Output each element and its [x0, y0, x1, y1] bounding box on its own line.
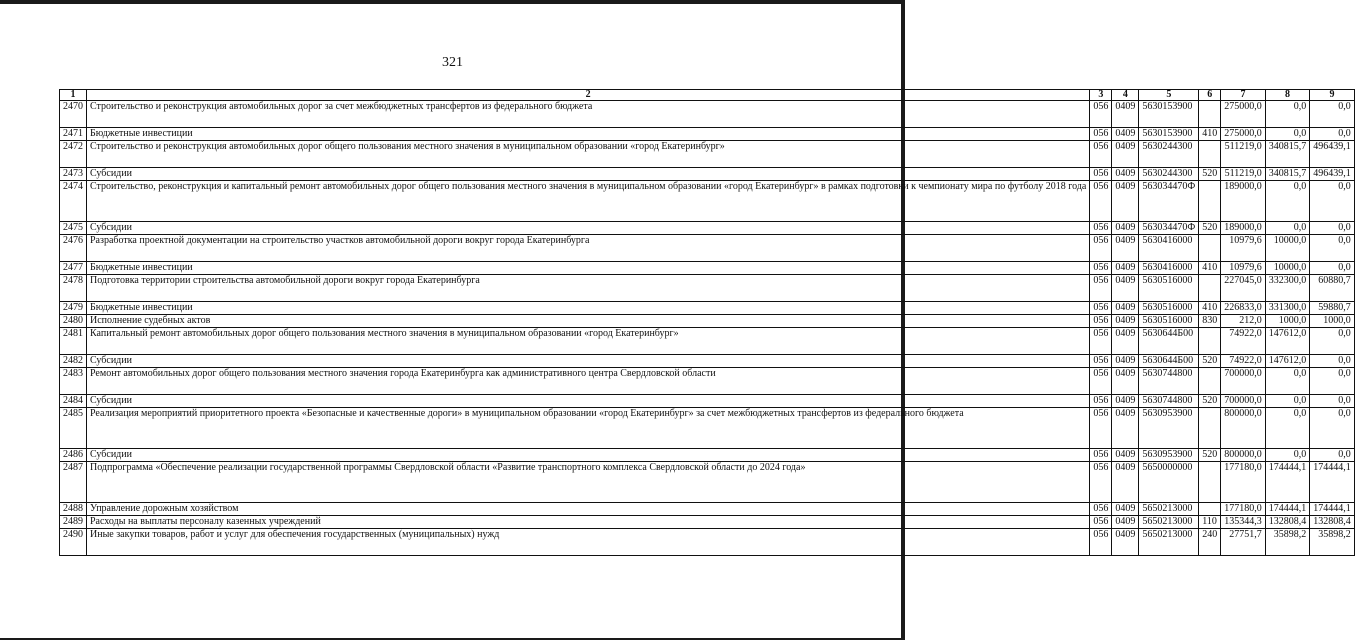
- target-article-code-cell: 5630744800: [1139, 368, 1199, 395]
- column-header: 4: [1112, 90, 1139, 101]
- table-row: [60, 395, 1355, 408]
- row-number-cell: 2473: [60, 168, 87, 181]
- section-code-cell: 0409: [1112, 328, 1139, 355]
- amount-col8-cell: 331300,0: [1265, 302, 1310, 315]
- expense-type-code-cell: [1199, 462, 1221, 503]
- target-article-code-cell: 563034470Ф: [1139, 222, 1199, 235]
- amount-col9-cell: 132808,4: [1310, 516, 1355, 529]
- item-name-cell: Строительство, реконструкция и капитальный ремонт автомобильных дорог общего пользования местного значения в муниципальном образовании «город Екатеринбург» в рамках подготовки к чемпионату мира по футболу 2018 года: [87, 181, 1090, 222]
- amount-col8-cell: 0,0: [1265, 368, 1310, 395]
- ministry-code-cell: 056: [1090, 395, 1112, 408]
- ministry-code-cell: 056: [1090, 408, 1112, 449]
- table-row: [60, 141, 1355, 168]
- target-article-code-cell: 5630953900: [1139, 449, 1199, 462]
- amount-col8-cell: 332300,0: [1265, 275, 1310, 302]
- row-number-cell: 2488: [60, 503, 87, 516]
- amount-col7-cell: 10979,6: [1221, 235, 1266, 262]
- ministry-code-cell: 056: [1090, 128, 1112, 141]
- expense-type-code-cell: 410: [1199, 302, 1221, 315]
- ministry-code-cell: 056: [1090, 503, 1112, 516]
- table-row: [60, 101, 1355, 128]
- section-code-cell: 0409: [1112, 449, 1139, 462]
- column-header: 8: [1265, 90, 1310, 101]
- table-row: [60, 168, 1355, 181]
- amount-col7-cell: 177180,0: [1221, 462, 1266, 503]
- section-code-cell: 0409: [1112, 516, 1139, 529]
- column-header: 5: [1139, 90, 1199, 101]
- column-header: 6: [1199, 90, 1221, 101]
- amount-col7-cell: 74922,0: [1221, 328, 1266, 355]
- ministry-code-cell: 056: [1090, 141, 1112, 168]
- target-article-code-cell: 5630416000: [1139, 262, 1199, 275]
- expense-type-code-cell: 520: [1199, 222, 1221, 235]
- amount-col8-cell: 0,0: [1265, 449, 1310, 462]
- amount-col9-cell: 0,0: [1310, 449, 1355, 462]
- amount-col9-cell: 0,0: [1310, 368, 1355, 395]
- amount-col7-cell: 511219,0: [1221, 141, 1266, 168]
- target-article-code-cell: 5630644Б00: [1139, 328, 1199, 355]
- target-article-code-cell: 5630244300: [1139, 168, 1199, 181]
- amount-col7-cell: 189000,0: [1221, 222, 1266, 235]
- item-name-cell: Подпрограмма «Обеспечение реализации государственной программы Свердловской области «Развитие транспортного комплекса Свердловской области до 2024 года»: [87, 462, 1090, 503]
- section-code-cell: 0409: [1112, 181, 1139, 222]
- section-code-cell: 0409: [1112, 408, 1139, 449]
- table-row: [60, 262, 1355, 275]
- amount-col8-cell: 147612,0: [1265, 328, 1310, 355]
- ministry-code-cell: 056: [1090, 262, 1112, 275]
- expense-type-code-cell: [1199, 368, 1221, 395]
- target-article-code-cell: 5650000000: [1139, 462, 1199, 503]
- column-header: 3: [1090, 90, 1112, 101]
- table-row: [60, 449, 1355, 462]
- expense-type-code-cell: [1199, 101, 1221, 128]
- ministry-code-cell: 056: [1090, 462, 1112, 503]
- table-header-row: [60, 90, 1355, 101]
- expense-type-code-cell: 240: [1199, 529, 1221, 556]
- expense-type-code-cell: 520: [1199, 449, 1221, 462]
- section-code-cell: 0409: [1112, 315, 1139, 328]
- target-article-code-cell: 5630516000: [1139, 315, 1199, 328]
- section-code-cell: 0409: [1112, 235, 1139, 262]
- item-name-cell: Иные закупки товаров, работ и услуг для обеспечения государственных (муниципальных) нужд: [87, 529, 1090, 556]
- table-body: [60, 101, 1355, 556]
- amount-col9-cell: 0,0: [1310, 328, 1355, 355]
- section-code-cell: 0409: [1112, 395, 1139, 408]
- expense-type-code-cell: [1199, 408, 1221, 449]
- row-number-cell: 2479: [60, 302, 87, 315]
- amount-col9-cell: 174444,1: [1310, 503, 1355, 516]
- amount-col9-cell: 0,0: [1310, 355, 1355, 368]
- expense-type-code-cell: 410: [1199, 262, 1221, 275]
- item-name-cell: Реализация мероприятий приоритетного проекта «Безопасные и качественные дороги» в муниципальном образовании «город Екатеринбург» за счет межбюджетных трансфертов из федерального бюджета: [87, 408, 1090, 449]
- row-number-cell: 2485: [60, 408, 87, 449]
- amount-col8-cell: 0,0: [1265, 181, 1310, 222]
- section-code-cell: 0409: [1112, 529, 1139, 556]
- amount-col9-cell: 174444,1: [1310, 462, 1355, 503]
- amount-col9-cell: 60880,7: [1310, 275, 1355, 302]
- row-number-cell: 2472: [60, 141, 87, 168]
- target-article-code-cell: 5650213000: [1139, 516, 1199, 529]
- expense-type-code-cell: 520: [1199, 355, 1221, 368]
- section-code-cell: 0409: [1112, 128, 1139, 141]
- amount-col9-cell: 0,0: [1310, 395, 1355, 408]
- row-number-cell: 2486: [60, 449, 87, 462]
- target-article-code-cell: 5630153900: [1139, 128, 1199, 141]
- amount-col7-cell: 700000,0: [1221, 368, 1266, 395]
- item-name-cell: Подготовка территории строительства автомобильной дороги вокруг города Екатеринбурга: [87, 275, 1090, 302]
- ministry-code-cell: 056: [1090, 368, 1112, 395]
- ministry-code-cell: 056: [1090, 222, 1112, 235]
- section-code-cell: 0409: [1112, 101, 1139, 128]
- row-number-cell: 2480: [60, 315, 87, 328]
- section-code-cell: 0409: [1112, 275, 1139, 302]
- item-name-cell: Субсидии: [87, 222, 1090, 235]
- ministry-code-cell: 056: [1090, 275, 1112, 302]
- table-row: [60, 181, 1355, 222]
- target-article-code-cell: 5630516000: [1139, 275, 1199, 302]
- section-code-cell: 0409: [1112, 503, 1139, 516]
- expense-type-code-cell: 520: [1199, 168, 1221, 181]
- item-name-cell: Расходы на выплаты персоналу казенных учреждений: [87, 516, 1090, 529]
- item-name-cell: Субсидии: [87, 449, 1090, 462]
- column-header: 7: [1221, 90, 1266, 101]
- target-article-code-cell: 563034470Ф: [1139, 181, 1199, 222]
- section-code-cell: 0409: [1112, 262, 1139, 275]
- amount-col7-cell: 135344,3: [1221, 516, 1266, 529]
- amount-col8-cell: 0,0: [1265, 128, 1310, 141]
- ministry-code-cell: 056: [1090, 449, 1112, 462]
- table-row: [60, 368, 1355, 395]
- amount-col7-cell: 27751,7: [1221, 529, 1266, 556]
- amount-col7-cell: 177180,0: [1221, 503, 1266, 516]
- table-row: [60, 516, 1355, 529]
- amount-col9-cell: 0,0: [1310, 181, 1355, 222]
- table-row: [60, 462, 1355, 503]
- amount-col9-cell: 59880,7: [1310, 302, 1355, 315]
- page-number: 321: [442, 55, 463, 70]
- row-number-cell: 2476: [60, 235, 87, 262]
- amount-col8-cell: 10000,0: [1265, 262, 1310, 275]
- target-article-code-cell: 5630244300: [1139, 141, 1199, 168]
- ministry-code-cell: 056: [1090, 328, 1112, 355]
- section-code-cell: 0409: [1112, 168, 1139, 181]
- ministry-code-cell: 056: [1090, 355, 1112, 368]
- table-row: [60, 408, 1355, 449]
- ministry-code-cell: 056: [1090, 302, 1112, 315]
- amount-col7-cell: 227045,0: [1221, 275, 1266, 302]
- amount-col8-cell: 174444,1: [1265, 503, 1310, 516]
- amount-col9-cell: 35898,2: [1310, 529, 1355, 556]
- table-row: [60, 503, 1355, 516]
- expense-type-code-cell: [1199, 235, 1221, 262]
- amount-col9-cell: 0,0: [1310, 222, 1355, 235]
- target-article-code-cell: 5630416000: [1139, 235, 1199, 262]
- item-name-cell: Капитальный ремонт автомобильных дорог общего пользования местного значения в муниципальном образовании «город Екатеринбург»: [87, 328, 1090, 355]
- scan-border-top: [0, 0, 905, 4]
- expense-type-code-cell: [1199, 503, 1221, 516]
- item-name-cell: Строительство и реконструкция автомобильных дорог общего пользования местного значения в муниципальном образовании «город Екатеринбург»: [87, 141, 1090, 168]
- table-row: [60, 275, 1355, 302]
- target-article-code-cell: 5650213000: [1139, 529, 1199, 556]
- target-article-code-cell: 5630744800: [1139, 395, 1199, 408]
- row-number-cell: 2487: [60, 462, 87, 503]
- row-number-cell: 2475: [60, 222, 87, 235]
- table-row: [60, 328, 1355, 355]
- item-name-cell: Разработка проектной документации на строительство участков автомобильной дороги вокруг города Екатеринбурга: [87, 235, 1090, 262]
- row-number-cell: 2483: [60, 368, 87, 395]
- amount-col7-cell: 10979,6: [1221, 262, 1266, 275]
- item-name-cell: Субсидии: [87, 168, 1090, 181]
- amount-col7-cell: 275000,0: [1221, 101, 1266, 128]
- section-code-cell: 0409: [1112, 355, 1139, 368]
- section-code-cell: 0409: [1112, 302, 1139, 315]
- column-header: 9: [1310, 90, 1355, 101]
- amount-col8-cell: 0,0: [1265, 408, 1310, 449]
- amount-col8-cell: 340815,7: [1265, 168, 1310, 181]
- item-name-cell: Исполнение судебных актов: [87, 315, 1090, 328]
- target-article-code-cell: 5630644Б00: [1139, 355, 1199, 368]
- expense-type-code-cell: [1199, 181, 1221, 222]
- item-name-cell: Строительство и реконструкция автомобильных дорог за счет межбюджетных трансфертов из федерального бюджета: [87, 101, 1090, 128]
- row-number-cell: 2474: [60, 181, 87, 222]
- table-row: [60, 529, 1355, 556]
- expense-type-code-cell: 410: [1199, 128, 1221, 141]
- expense-type-code-cell: 110: [1199, 516, 1221, 529]
- table-row: [60, 222, 1355, 235]
- amount-col7-cell: 74922,0: [1221, 355, 1266, 368]
- amount-col8-cell: 0,0: [1265, 395, 1310, 408]
- amount-col8-cell: 1000,0: [1265, 315, 1310, 328]
- table-row: [60, 355, 1355, 368]
- target-article-code-cell: 5650213000: [1139, 503, 1199, 516]
- section-code-cell: 0409: [1112, 368, 1139, 395]
- amount-col9-cell: 496439,1: [1310, 141, 1355, 168]
- amount-col9-cell: 1000,0: [1310, 315, 1355, 328]
- section-code-cell: 0409: [1112, 462, 1139, 503]
- ministry-code-cell: 056: [1090, 101, 1112, 128]
- expense-type-code-cell: [1199, 275, 1221, 302]
- section-code-cell: 0409: [1112, 222, 1139, 235]
- item-name-cell: Бюджетные инвестиции: [87, 302, 1090, 315]
- amount-col9-cell: 0,0: [1310, 235, 1355, 262]
- amount-col7-cell: 511219,0: [1221, 168, 1266, 181]
- section-code-cell: 0409: [1112, 141, 1139, 168]
- amount-col8-cell: 174444,1: [1265, 462, 1310, 503]
- row-number-cell: 2471: [60, 128, 87, 141]
- table-row: [60, 128, 1355, 141]
- target-article-code-cell: 5630153900: [1139, 101, 1199, 128]
- amount-col8-cell: 132808,4: [1265, 516, 1310, 529]
- amount-col8-cell: 0,0: [1265, 101, 1310, 128]
- item-name-cell: Ремонт автомобильных дорог общего пользования местного значения города Екатеринбурга как административного центра Свердловской области: [87, 368, 1090, 395]
- row-number-cell: 2482: [60, 355, 87, 368]
- amount-col7-cell: 226833,0: [1221, 302, 1266, 315]
- item-name-cell: Субсидии: [87, 355, 1090, 368]
- amount-col9-cell: 0,0: [1310, 128, 1355, 141]
- expense-type-code-cell: 520: [1199, 395, 1221, 408]
- amount-col7-cell: 700000,0: [1221, 395, 1266, 408]
- target-article-code-cell: 5630516000: [1139, 302, 1199, 315]
- amount-col7-cell: 800000,0: [1221, 408, 1266, 449]
- table-row: [60, 302, 1355, 315]
- amount-col9-cell: 0,0: [1310, 101, 1355, 128]
- amount-col9-cell: 0,0: [1310, 262, 1355, 275]
- amount-col9-cell: 496439,1: [1310, 168, 1355, 181]
- expense-type-code-cell: [1199, 328, 1221, 355]
- row-number-cell: 2478: [60, 275, 87, 302]
- item-name-cell: Субсидии: [87, 395, 1090, 408]
- expense-type-code-cell: 830: [1199, 315, 1221, 328]
- ministry-code-cell: 056: [1090, 315, 1112, 328]
- expense-type-code-cell: [1199, 141, 1221, 168]
- amount-col7-cell: 275000,0: [1221, 128, 1266, 141]
- column-header: 2: [87, 90, 1090, 101]
- ministry-code-cell: 056: [1090, 529, 1112, 556]
- amount-col7-cell: 212,0: [1221, 315, 1266, 328]
- ministry-code-cell: 056: [1090, 168, 1112, 181]
- row-number-cell: 2490: [60, 529, 87, 556]
- row-number-cell: 2470: [60, 101, 87, 128]
- budget-table: [59, 89, 1355, 556]
- item-name-cell: Бюджетные инвестиции: [87, 128, 1090, 141]
- ministry-code-cell: 056: [1090, 181, 1112, 222]
- amount-col8-cell: 340815,7: [1265, 141, 1310, 168]
- column-header: 1: [60, 90, 87, 101]
- ministry-code-cell: 056: [1090, 235, 1112, 262]
- amount-col7-cell: 189000,0: [1221, 181, 1266, 222]
- row-number-cell: 2484: [60, 395, 87, 408]
- amount-col8-cell: 147612,0: [1265, 355, 1310, 368]
- target-article-code-cell: 5630953900: [1139, 408, 1199, 449]
- item-name-cell: Бюджетные инвестиции: [87, 262, 1090, 275]
- table-row: [60, 235, 1355, 262]
- item-name-cell: Управление дорожным хозяйством: [87, 503, 1090, 516]
- amount-col8-cell: 35898,2: [1265, 529, 1310, 556]
- amount-col7-cell: 800000,0: [1221, 449, 1266, 462]
- ministry-code-cell: 056: [1090, 516, 1112, 529]
- table-row: [60, 315, 1355, 328]
- amount-col8-cell: 10000,0: [1265, 235, 1310, 262]
- row-number-cell: 2489: [60, 516, 87, 529]
- row-number-cell: 2481: [60, 328, 87, 355]
- amount-col9-cell: 0,0: [1310, 408, 1355, 449]
- row-number-cell: 2477: [60, 262, 87, 275]
- amount-col8-cell: 0,0: [1265, 222, 1310, 235]
